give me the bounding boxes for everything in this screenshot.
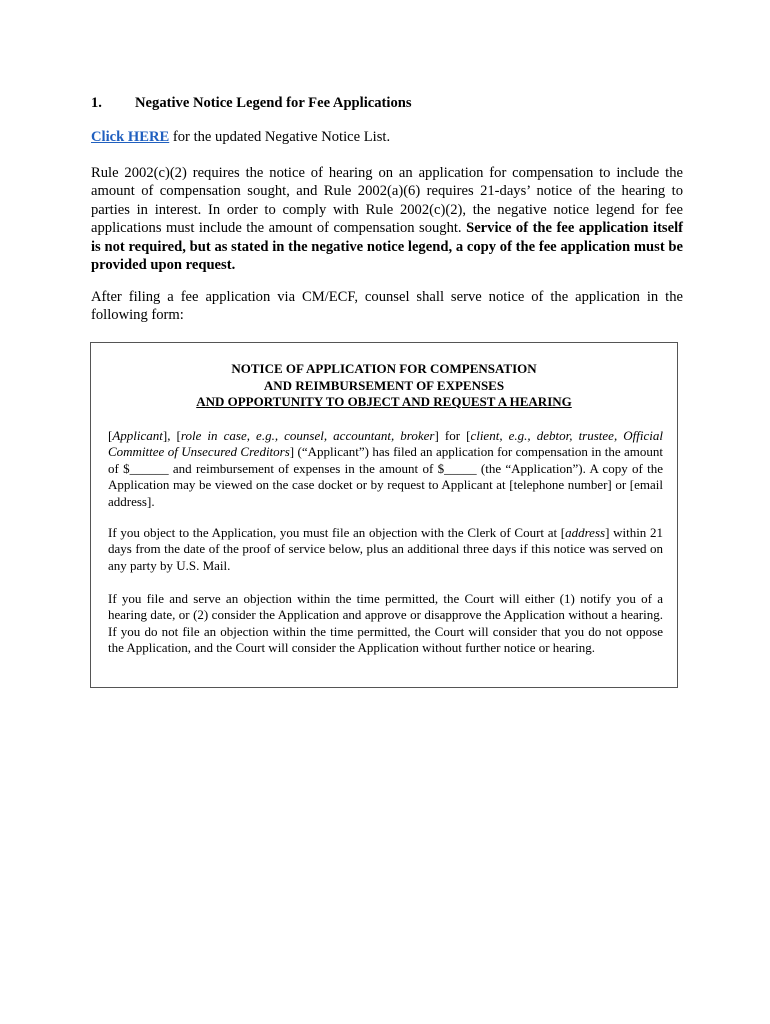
serve-notice-paragraph: After filing a fee application via CM/ECF, counsel shall serve notice of the application in the following form: [91,289,683,324]
notice-paragraph-application [108,428,663,510]
np1-b: ], [ [162,428,181,443]
notice-title-line-2: AND REIMBURSEMENT OF EXPENSES [263,377,505,393]
client-placeholder: client, e.g., debtor, trustee, Official Committee of Unsecured Creditors [108,428,663,460]
rule-paragraph [91,164,683,274]
np2-b: ] within 21 days from the date of the proof of service below, plus an additional three days if this notice was served on any party by U.S. Mail. [108,525,663,573]
notice-form-box [90,342,678,688]
section-title: Negative Notice Legend for Fee Applications [135,95,412,111]
section-heading [91,93,412,113]
notice-paragraph-objection [108,525,663,574]
link-paragraph-text: for the updated Negative Notice List. [169,129,391,145]
role-placeholder: role in case, e.g., counsel, accountant, broker [180,428,435,443]
np1-d: ] (“Applicant”) has filed an application for compensation in the amount of $______ and reimbursement of expenses in the amount of $_____ (the “Application”). A copy of the Application may be viewed on the case docket or by request to Applicant at [telephone number] or [email address]. [108,444,663,509]
applicant-placeholder: Applicant [112,428,163,443]
address-placeholder: address [565,525,606,540]
rule-paragraph-text: Rule 2002(c)(2) requires the notice of hearing on an application for compensation to include the amount of compensation sought, and Rule 2002(a)(6) requires 21-days’ notice of the hearing to parties in interest. In order to comply with Rule 2002(c)(2), the negative notice legend for fee applications must include the amount of compensation sought. [91,165,683,237]
np2-a: If you object to the Application, you must file an objection with the Clerk of Court at [ [108,525,566,540]
rule-paragraph-bold-text: Service of the fee application itself is not required, but as stated in the negative notice legend, a copy of the fee application must be provided upon request. [91,220,683,274]
np1-c: ] for [ [434,428,471,443]
notice-title-line-3: AND OPPORTUNITY TO OBJECT AND REQUEST A HEARING [196,394,572,409]
notice-title-line-1: NOTICE OF APPLICATION FOR COMPENSATION [231,361,537,376]
section-number: 1. [91,95,102,111]
notice-title [91,361,677,411]
np1-a: [ [108,428,113,443]
negative-notice-list-link[interactable]: Click HERE [91,129,170,145]
link-paragraph [91,128,683,146]
notice-paragraph-hearing: If you file and serve an objection within the time permitted, the Court will either (1) notify you of a hearing date, or (2) consider the Application and approve or disapprove the Application without a hearing. If you do not file an objection within the time permitted, the Court will consider that you do not oppose the Application, and the Court will consider the Application without further notice or hearing. [108,591,663,656]
